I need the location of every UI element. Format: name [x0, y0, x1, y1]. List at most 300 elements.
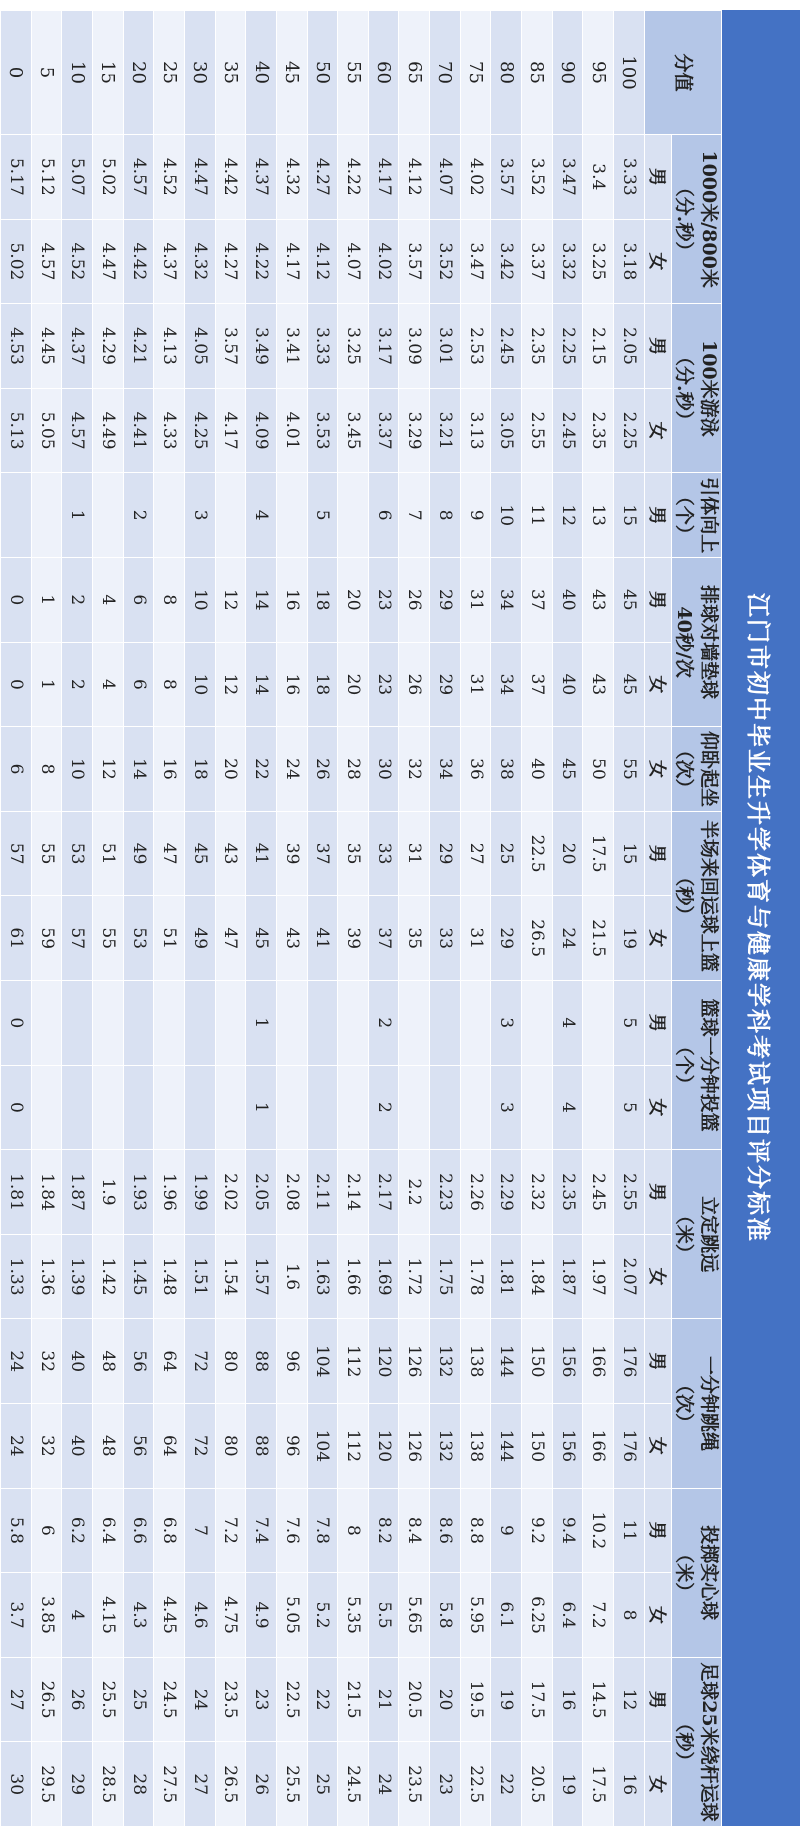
table-cell: 156 [552, 1319, 583, 1404]
table-cell: 126 [399, 1404, 430, 1489]
table-cell: 1.9 [93, 1150, 124, 1235]
table-cell [31, 473, 62, 558]
table-cell: 1 [246, 1065, 277, 1150]
table-cell: 4.3 [123, 1573, 154, 1658]
table-cell: 16 [276, 642, 307, 727]
event-name: 篮球一分钟投篮 [698, 998, 720, 1132]
table-cell: 48 [93, 1319, 124, 1404]
table-cell: 156 [552, 1404, 583, 1489]
table-cell: 4.49 [93, 388, 124, 473]
table-cell: 4.02 [368, 219, 399, 304]
table-cell: 36 [460, 727, 491, 812]
table-row [491, 11, 522, 1827]
table-cell [276, 1065, 307, 1150]
table-cell: 132 [430, 1404, 461, 1489]
table-cell: 80 [215, 1319, 246, 1404]
table-cell: 4 [93, 558, 124, 643]
table-cell: 22.5 [522, 811, 553, 896]
score-value: 25 [154, 11, 185, 135]
table-cell: 40 [62, 1404, 93, 1489]
table-cell: 3.33 [613, 135, 644, 220]
table-cell: 8.8 [460, 1488, 491, 1573]
table-cell: 24 [368, 1742, 399, 1827]
table-cell: 5.02 [93, 135, 124, 220]
event-header [671, 1657, 721, 1826]
table-cell [154, 473, 185, 558]
table-cell: 24 [552, 896, 583, 981]
table-cell: 2 [62, 642, 93, 727]
table-cell: 2.11 [307, 1150, 338, 1235]
table-cell: 5 [307, 473, 338, 558]
table-cell: 2.23 [430, 1150, 461, 1235]
table-cell: 3.29 [399, 388, 430, 473]
table-cell: 43 [583, 558, 614, 643]
table-cell: 4.33 [154, 388, 185, 473]
table-cell [338, 473, 369, 558]
gender-header: 男 [644, 811, 671, 896]
table-cell: 0 [1, 981, 32, 1066]
table-cell: 8.6 [430, 1488, 461, 1573]
table-cell: 3.85 [31, 1573, 62, 1658]
table-cell: 8 [430, 473, 461, 558]
table-cell: 22 [246, 727, 277, 812]
table-cell [93, 1065, 124, 1150]
table-cell: 1.81 [491, 1234, 522, 1319]
table-cell: 43 [583, 642, 614, 727]
table-cell: 14 [123, 727, 154, 812]
table-cell: 29 [62, 1742, 93, 1827]
table-cell: 4 [246, 473, 277, 558]
table-cell: 2.14 [338, 1150, 369, 1235]
table-cell: 4.21 [123, 304, 154, 389]
table-cell: 6.25 [522, 1573, 553, 1658]
score-value: 80 [491, 11, 522, 135]
table-cell: 1.54 [215, 1234, 246, 1319]
gender-header: 男 [644, 1657, 671, 1742]
table-cell: 17.5 [583, 1742, 614, 1827]
event-header [671, 558, 721, 727]
table-cell [31, 981, 62, 1066]
table-cell: 1 [62, 473, 93, 558]
table-cell: 1.75 [430, 1234, 461, 1319]
table-cell: 20 [552, 811, 583, 896]
table-cell: 37 [522, 558, 553, 643]
table-cell: 31 [460, 558, 491, 643]
table-cell: 2.25 [613, 388, 644, 473]
table-cell: 150 [522, 1319, 553, 1404]
table-cell: 35 [399, 896, 430, 981]
table-cell: 6 [1, 727, 32, 812]
table-cell: 25.5 [276, 1742, 307, 1827]
table-cell: 3.57 [399, 219, 430, 304]
table-cell [215, 1065, 246, 1150]
table-cell: 27 [1, 1657, 32, 1742]
table-cell: 3.25 [338, 304, 369, 389]
table-cell: 5.5 [368, 1573, 399, 1658]
table-cell [460, 1065, 491, 1150]
event-unit: （秒） [673, 1713, 696, 1771]
table-cell: 20 [338, 558, 369, 643]
event-unit: （分.秒） [673, 177, 696, 261]
gender-header: 女 [644, 388, 671, 473]
table-cell: 5.2 [307, 1573, 338, 1658]
table-cell: 23 [368, 642, 399, 727]
table-cell: 47 [154, 811, 185, 896]
table-cell: 5.02 [1, 219, 32, 304]
table-cell: 19 [613, 896, 644, 981]
table-cell: 4.22 [338, 135, 369, 220]
table-cell: 4.32 [276, 135, 307, 220]
table-cell: 30 [1, 1742, 32, 1827]
table-row [123, 11, 154, 1827]
score-value: 60 [368, 11, 399, 135]
table-cell: 24 [1, 1319, 32, 1404]
table-cell: 176 [613, 1319, 644, 1404]
table-cell: 29.5 [31, 1742, 62, 1827]
table-cell: 37 [307, 811, 338, 896]
event-name: 仰卧起坐 [698, 730, 720, 807]
table-row [522, 11, 553, 1827]
score-value: 95 [583, 11, 614, 135]
table-cell: 88 [246, 1319, 277, 1404]
score-value: 50 [307, 11, 338, 135]
table-cell: 31 [399, 811, 430, 896]
table-cell: 2.05 [246, 1150, 277, 1235]
table-cell: 7.6 [276, 1488, 307, 1573]
table-cell: 49 [185, 896, 216, 981]
table-cell: 29 [491, 896, 522, 981]
table-cell: 2.17 [368, 1150, 399, 1235]
event-name: 引体向上 [698, 477, 720, 554]
table-cell: 4.37 [246, 135, 277, 220]
table-cell: 4.07 [338, 219, 369, 304]
table-cell: 4.15 [93, 1573, 124, 1658]
table-cell: 4.45 [154, 1573, 185, 1658]
table-cell: 144 [491, 1404, 522, 1489]
table-cell: 40 [62, 1319, 93, 1404]
table-cell: 4 [552, 981, 583, 1066]
table-cell: 50 [583, 727, 614, 812]
table-cell: 22 [491, 1742, 522, 1827]
table-cell: 12 [552, 473, 583, 558]
table-cell: 9.2 [522, 1488, 553, 1573]
table-cell: 2.25 [552, 304, 583, 389]
table-cell: 4 [62, 1573, 93, 1658]
event-name: 排球对墙垫球 [698, 585, 720, 700]
table-cell: 14 [246, 642, 277, 727]
table-cell: 19 [491, 1657, 522, 1742]
gender-header: 男 [644, 981, 671, 1066]
table-cell: 1.84 [31, 1150, 62, 1235]
table-cell: 49 [123, 811, 154, 896]
table-cell [338, 1065, 369, 1150]
gender-header: 男 [644, 1319, 671, 1404]
table-cell: 4.37 [154, 219, 185, 304]
table-cell: 2.55 [613, 1150, 644, 1235]
table-cell: 4.75 [215, 1573, 246, 1658]
table-cell: 3.52 [430, 219, 461, 304]
table-cell [93, 473, 124, 558]
gender-header: 男 [644, 1150, 671, 1235]
gender-header: 男 [644, 473, 671, 558]
table-cell: 55 [613, 727, 644, 812]
table-cell: 2.05 [613, 304, 644, 389]
table-cell [522, 1065, 553, 1150]
table-cell: 4.01 [276, 388, 307, 473]
table-cell: 5.65 [399, 1573, 430, 1658]
event-header [671, 981, 721, 1150]
table-cell: 4.45 [31, 304, 62, 389]
table-cell: 10.2 [583, 1488, 614, 1573]
table-cell: 4.17 [215, 388, 246, 473]
table-cell: 72 [185, 1404, 216, 1489]
table-cell: 34 [430, 727, 461, 812]
score-value: 40 [246, 11, 277, 135]
table-cell: 4.57 [62, 388, 93, 473]
table-row [307, 11, 338, 1827]
table-cell: 126 [399, 1319, 430, 1404]
table-cell: 10 [491, 473, 522, 558]
table-cell: 22.5 [276, 1657, 307, 1742]
table-cell: 3.33 [307, 304, 338, 389]
table-cell: 7 [185, 1488, 216, 1573]
table-row [31, 11, 62, 1827]
event-name: 投掷实心球 [698, 1525, 720, 1621]
table-cell [399, 1065, 430, 1150]
table-cell: 1.63 [307, 1234, 338, 1319]
table-cell: 39 [338, 896, 369, 981]
table-cell: 6.8 [154, 1488, 185, 1573]
table-cell: 53 [62, 811, 93, 896]
event-unit: （次） [673, 1375, 696, 1433]
table-cell: 96 [276, 1319, 307, 1404]
table-row [583, 11, 614, 1827]
event-name: 立定跳远 [698, 1196, 720, 1273]
table-cell: 3.05 [491, 388, 522, 473]
table-cell: 4.05 [185, 304, 216, 389]
event-unit: （个） [673, 486, 696, 544]
table-cell: 3.21 [430, 388, 461, 473]
table-cell: 4.07 [430, 135, 461, 220]
table-cell [185, 1065, 216, 1150]
table-cell: 4 [552, 1065, 583, 1150]
table-cell: 2.2 [399, 1150, 430, 1235]
event-unit: （秒） [673, 867, 696, 925]
table-cell: 4.29 [93, 304, 124, 389]
table-cell: 16 [276, 558, 307, 643]
event-header-row [671, 11, 721, 1827]
table-cell: 26 [399, 558, 430, 643]
event-unit: （分.秒） [673, 346, 696, 430]
event-name: 1000米/800米 [698, 150, 720, 288]
table-row [154, 11, 185, 1827]
table-cell: 1.42 [93, 1234, 124, 1319]
table-row [460, 11, 491, 1827]
table-cell: 6.4 [93, 1488, 124, 1573]
event-unit: （次） [673, 740, 696, 798]
table-cell: 45 [246, 896, 277, 981]
table-cell [430, 1065, 461, 1150]
table-cell: 4.17 [368, 135, 399, 220]
table-cell: 41 [246, 811, 277, 896]
table-cell [62, 981, 93, 1066]
table-cell: 3.45 [338, 388, 369, 473]
score-table [0, 10, 722, 1827]
table-cell [460, 981, 491, 1066]
event-unit: （个） [673, 1036, 696, 1094]
table-cell: 1.81 [1, 1150, 32, 1235]
table-cell [185, 981, 216, 1066]
table-cell: 4.52 [154, 135, 185, 220]
gender-header: 女 [644, 219, 671, 304]
table-cell: 112 [338, 1319, 369, 1404]
table-cell: 12 [215, 642, 246, 727]
table-cell: 3.17 [368, 304, 399, 389]
table-cell: 5.05 [276, 1573, 307, 1658]
table-cell: 2 [62, 558, 93, 643]
score-value: 45 [276, 11, 307, 135]
table-cell: 34 [491, 642, 522, 727]
table-row [338, 11, 369, 1827]
score-value: 70 [430, 11, 461, 135]
table-cell: 27 [185, 1742, 216, 1827]
table-cell: 16 [154, 727, 185, 812]
score-value: 90 [552, 11, 583, 135]
table-cell: 22 [307, 1657, 338, 1742]
table-cell: 9 [491, 1488, 522, 1573]
table-cell: 20 [430, 1657, 461, 1742]
table-cell: 26 [307, 727, 338, 812]
table-cell: 2.53 [460, 304, 491, 389]
table-cell: 33 [368, 811, 399, 896]
table-cell: 18 [185, 727, 216, 812]
table-cell: 120 [368, 1319, 399, 1404]
table-cell: 10 [185, 642, 216, 727]
table-cell: 40 [552, 558, 583, 643]
table-cell: 43 [215, 811, 246, 896]
score-value: 0 [1, 11, 32, 135]
table-cell: 3.13 [460, 388, 491, 473]
table-cell: 48 [93, 1404, 124, 1489]
event-name: 一分钟跳绳 [698, 1356, 720, 1452]
table-cell: 1.6 [276, 1234, 307, 1319]
table-cell: 1 [246, 981, 277, 1066]
table-cell: 8.4 [399, 1488, 430, 1573]
table-cell: 61 [1, 896, 32, 981]
table-cell: 1.87 [552, 1234, 583, 1319]
table-cell: 3.57 [215, 304, 246, 389]
score-value: 65 [399, 11, 430, 135]
table-cell: 23.5 [215, 1657, 246, 1742]
table-cell: 1.96 [154, 1150, 185, 1235]
table-row [613, 11, 644, 1827]
gender-header: 男 [644, 558, 671, 643]
table-cell: 1.36 [31, 1234, 62, 1319]
table-cell: 1.87 [62, 1150, 93, 1235]
table-cell: 28 [338, 727, 369, 812]
event-header [671, 473, 721, 558]
table-cell: 28 [123, 1742, 154, 1827]
table-cell: 3.37 [368, 388, 399, 473]
table-cell: 21.5 [583, 896, 614, 981]
table-cell: 3.18 [613, 219, 644, 304]
table-cell [522, 981, 553, 1066]
event-header [671, 811, 721, 980]
table-cell: 11 [522, 473, 553, 558]
table-cell: 4.57 [31, 219, 62, 304]
table-cell: 6.4 [552, 1573, 583, 1658]
table-cell: 57 [1, 811, 32, 896]
table-cell: 13 [583, 473, 614, 558]
table-cell: 144 [491, 1319, 522, 1404]
table-cell: 26 [62, 1657, 93, 1742]
table-cell: 33 [430, 896, 461, 981]
table-cell: 5 [613, 1065, 644, 1150]
table-cell: 2.07 [613, 1234, 644, 1319]
table-cell: 16 [613, 1742, 644, 1827]
table-cell: 26 [399, 642, 430, 727]
table-cell: 7.8 [307, 1488, 338, 1573]
table-cell: 38 [491, 727, 522, 812]
table-row [215, 11, 246, 1827]
table-cell: 138 [460, 1319, 491, 1404]
table-cell: 12 [215, 558, 246, 643]
table-cell [154, 1065, 185, 1150]
table-cell: 5.8 [430, 1573, 461, 1658]
table-cell: 24.5 [338, 1742, 369, 1827]
table-cell [276, 473, 307, 558]
table-cell: 28.5 [93, 1742, 124, 1827]
event-unit: （米） [673, 1205, 696, 1263]
table-cell: 59 [31, 896, 62, 981]
table-cell: 37 [522, 642, 553, 727]
gender-header: 女 [644, 642, 671, 727]
table-cell: 6 [123, 558, 154, 643]
table-cell: 1.48 [154, 1234, 185, 1319]
table-cell: 1.69 [368, 1234, 399, 1319]
table-cell: 25.5 [93, 1657, 124, 1742]
table-cell: 6 [368, 473, 399, 558]
table-cell: 31 [460, 896, 491, 981]
score-value: 10 [62, 11, 93, 135]
table-cell: 88 [246, 1404, 277, 1489]
table-cell: 24.5 [154, 1657, 185, 1742]
event-header [671, 1150, 721, 1319]
table-cell: 2.35 [552, 1150, 583, 1235]
table-cell: 1.57 [246, 1234, 277, 1319]
table-cell [31, 1065, 62, 1150]
table-cell: 1.33 [1, 1234, 32, 1319]
table-cell: 3.47 [552, 135, 583, 220]
table-cell: 9 [460, 473, 491, 558]
table-cell: 20 [338, 642, 369, 727]
table-cell: 4.37 [62, 304, 93, 389]
table-cell: 17.5 [583, 811, 614, 896]
table-cell: 29 [430, 558, 461, 643]
table-cell: 18 [307, 642, 338, 727]
page-title: 江门市初中毕业生升学体育与健康学科考试项目评分标准 [744, 593, 774, 1243]
table-cell: 3.32 [552, 219, 583, 304]
table-cell: 5.05 [31, 388, 62, 473]
table-cell: 120 [368, 1404, 399, 1489]
table-cell: 2.08 [276, 1150, 307, 1235]
table-cell: 19 [552, 1742, 583, 1827]
score-value: 30 [185, 11, 216, 135]
table-cell: 37 [368, 896, 399, 981]
table-cell: 5.17 [1, 135, 32, 220]
table-cell [276, 981, 307, 1066]
table-cell [154, 981, 185, 1066]
